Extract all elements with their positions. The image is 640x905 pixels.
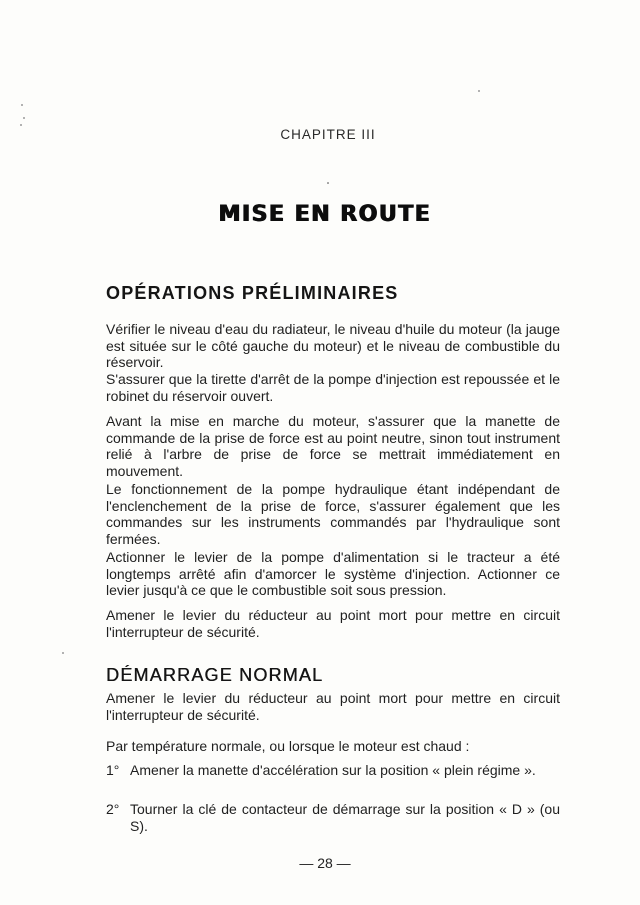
paragraph: Par température normale, ou lorsque le moteur est chaud :	[106, 738, 470, 754]
step-number: 1°	[106, 762, 120, 778]
page-number: — 28 —	[299, 855, 351, 871]
step-number: 2°	[106, 801, 120, 817]
section-heading-operations-preliminaires: OPÉRATIONS PRÉLIMINAIRES	[106, 283, 399, 303]
scan-speck	[327, 182, 329, 184]
paragraph: Amener le levier du réducteur au point mort pour mettre en circuit l'interrupteur de sécurité.	[106, 690, 560, 723]
scan-speck	[478, 90, 480, 92]
step-text: Amener la manette d'accélération sur la position « plein régime ».	[130, 762, 536, 778]
paragraph: Actionner le levier de la pompe d'alimentation si le tracteur a été longtemps arrêté afin d'amorcer le système d'injection. Actionner ce levier jusqu'à ce que le combustible soit sous pression.	[106, 549, 560, 599]
paragraph: S'assurer que la tirette d'arrêt de la pompe d'injection est repoussée et le robinet du réservoir ouvert.	[106, 371, 560, 404]
chapter-label: CHAPITRE III	[280, 127, 376, 142]
paragraph: Amener le levier du réducteur au point mort pour mettre en circuit l'interrupteur de sécurité.	[106, 607, 560, 640]
scan-speck	[62, 652, 64, 654]
section-heading-demarrage-normal: DÉMARRAGE NORMAL	[106, 665, 324, 685]
scan-speck	[23, 117, 25, 119]
step-text: Tourner la clé de contacteur de démarrage sur la position « D » (ou S).	[130, 801, 560, 834]
paragraph: Avant la mise en marche du moteur, s'assurer que la manette de commande de la prise de force est au point neutre, sinon tout instrument relié à l'arbre de prise de force se mettrait immédiatement en mouvement.	[106, 413, 560, 479]
list-item-step-1	[106, 762, 560, 779]
page-title: MISE EN ROUTE	[218, 202, 432, 227]
paragraph: Vérifier le niveau d'eau du radiateur, le niveau d'huile du moteur (la jauge est située sur le côté gauche du moteur) et le niveau de combustible du réservoir.	[106, 321, 560, 371]
scan-speck	[21, 104, 23, 106]
scan-speck	[20, 124, 22, 126]
paragraph: Le fonctionnement de la pompe hydraulique étant indépendant de l'enclenchement de la prise de force, s'assurer également que les commandes sur les instruments commandés par l'hydraulique sont fermées.	[106, 481, 560, 547]
list-item-step-2	[106, 801, 560, 834]
